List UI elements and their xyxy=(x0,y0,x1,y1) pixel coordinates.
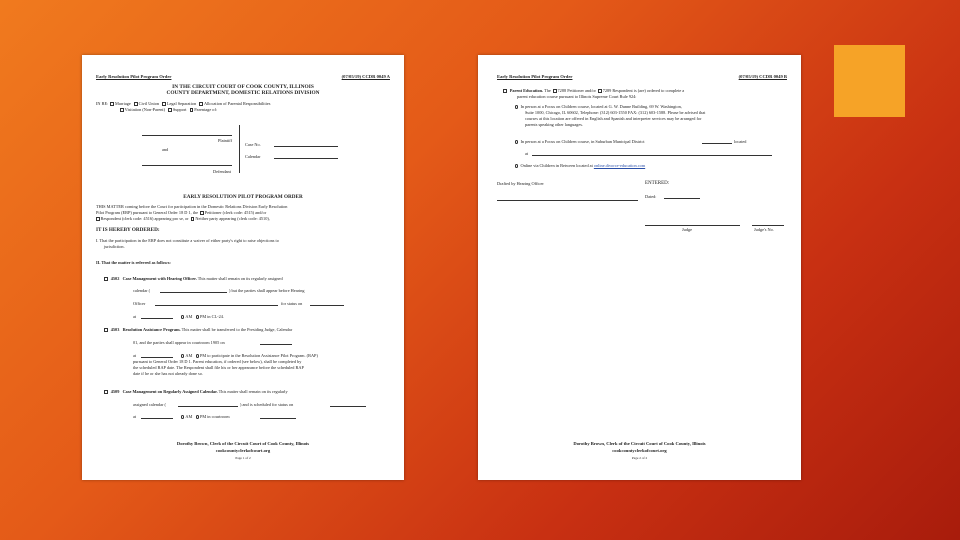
accent-square xyxy=(834,45,905,117)
plaintiff-line[interactable] xyxy=(142,135,232,136)
intro-line-2 xyxy=(96,210,266,215)
radio-pm-4509[interactable] xyxy=(196,415,199,418)
page2-header-right: (07/05/19) CCDR 0049 B xyxy=(738,74,787,79)
page1-header-right: (07/05/19) CCDR 0049 A xyxy=(341,74,390,79)
title-4509: Case Management on Regularly Assigned Calendar. xyxy=(122,389,218,394)
checkbox-7289[interactable] xyxy=(598,89,602,93)
dated-label: Dated: xyxy=(645,194,657,199)
option-4509 xyxy=(104,389,288,394)
code-4503: 4503 xyxy=(110,327,120,332)
radio-am-4509[interactable] xyxy=(181,415,184,418)
document-page-2 xyxy=(478,55,801,480)
pe-petitioner: Petitioner and/or xyxy=(567,88,596,93)
item-2: II. That the matter is referred as follows: xyxy=(96,260,171,265)
o2-located: located xyxy=(734,139,747,144)
online-course-link[interactable]: online.divorce-education.com xyxy=(593,163,646,168)
option-4503 xyxy=(104,327,292,332)
checkbox-support[interactable] xyxy=(168,108,172,112)
case-no-field[interactable] xyxy=(274,146,338,147)
dated-field[interactable] xyxy=(664,198,700,199)
checkbox-visitation[interactable] xyxy=(120,108,124,112)
intro-line-3a: Respondent (clerk code: 4516) appearing pro se, or xyxy=(100,216,189,221)
opt-4503-l2: 01, and the parties shall appear in courtroom 1905 on xyxy=(133,340,225,345)
document-page-1 xyxy=(82,55,404,480)
time-4509-field[interactable] xyxy=(141,418,173,419)
pm-4509-label: PM in courtroom xyxy=(199,414,230,419)
courtroom-4509-field[interactable] xyxy=(260,418,296,419)
opt-4502-l3a: Officer xyxy=(133,301,146,306)
option-civil-union: Civil Union xyxy=(138,101,160,106)
am-4503-label: AM xyxy=(185,353,193,358)
title-4502: Case Management with Hearing Officer. xyxy=(122,276,197,281)
page1-footer-clerk: Dorothy Brown, Clerk of the Circuit Court of Cook County, Illinois xyxy=(176,441,310,446)
o3-l1: Online via Children in Between located at xyxy=(520,163,593,168)
checkbox-4503[interactable] xyxy=(104,328,108,332)
o1-l4: parents speaking other languages. xyxy=(525,122,583,127)
drafted-by-label: Drafted by Hearing Officer xyxy=(497,181,544,186)
calendar-label: Calendar xyxy=(245,154,261,159)
judge-number-label: Judge's No. xyxy=(754,227,774,232)
page1-footer-url: cookcountyclerkofcourt.org xyxy=(215,448,271,453)
radio-pm-4502[interactable] xyxy=(196,315,199,318)
page2-header-left: Early Resolution Pilot Program Order xyxy=(497,74,573,79)
intro-line-3 xyxy=(96,216,270,221)
pe-the: The xyxy=(544,88,551,93)
at-4502: at xyxy=(133,314,137,319)
pm-4502-label: PM in CL-24. xyxy=(199,314,224,319)
plaintiff-label: Plaintiff xyxy=(218,138,233,143)
opt-4509-l2a: assigned calendar ( xyxy=(133,402,166,407)
status-date-4502-field[interactable] xyxy=(310,305,344,306)
opt-4503-l6: date if he or she has not already done so. xyxy=(133,371,203,376)
option-visitation: Visitation (Non-Parent) xyxy=(124,107,166,112)
and-label: and xyxy=(162,147,169,152)
radio-suburban[interactable] xyxy=(515,140,518,143)
court-title: IN THE CIRCUIT COURT OF COOK COUNTY, ILLINOIS xyxy=(172,84,314,90)
o2-at: at xyxy=(525,151,529,156)
hereby-ordered: IT IS HEREBY ORDERED: xyxy=(96,227,160,233)
date-4503-field[interactable] xyxy=(260,344,292,345)
o1-l3: courses at this location are offered in English and Spanish and interpreter services may be arranged for xyxy=(525,116,702,121)
option-marriage: Marriage xyxy=(115,101,131,106)
caption-divider xyxy=(239,125,240,173)
opt-4502-l2a: calendar ( xyxy=(133,288,151,293)
o2-l1: In person at a Focus on Children course, in Suburban Municipal District xyxy=(520,139,645,144)
parent-education-line-1 xyxy=(503,88,684,93)
code-4509: 4509 xyxy=(110,389,120,394)
at-4503: at xyxy=(133,353,137,358)
calendar-4509-field[interactable] xyxy=(178,406,238,407)
judge-signature[interactable] xyxy=(645,225,740,226)
court-division: COUNTY DEPARTMENT, DOMESTIC RELATIONS DIVISION xyxy=(166,90,320,96)
defendant-label: Defendant xyxy=(213,169,231,174)
page2-footer-clerk: Dorothy Brown, Clerk of the Circuit Court of Cook County, Illinois xyxy=(573,441,706,446)
checkbox-neither-party[interactable] xyxy=(191,217,195,221)
course-option-1 xyxy=(515,104,682,109)
intro-line-1: THIS MATTER coming before the Court for participation in the Domestic Relations Division Early Resolution xyxy=(96,204,288,209)
opt-4502-l3b: for status on xyxy=(281,301,303,306)
defendant-line[interactable] xyxy=(142,165,232,166)
option-legal-separation: Legal Separation xyxy=(166,101,197,106)
district-field[interactable] xyxy=(702,143,732,144)
page1-header-left: Early Resolution Pilot Program Order xyxy=(96,74,172,79)
judge-label: Judge xyxy=(682,227,693,232)
radio-am-4502[interactable] xyxy=(181,315,184,318)
hearing-officer-signature[interactable] xyxy=(497,200,638,201)
time-4503-field[interactable] xyxy=(141,357,173,358)
option-4502 xyxy=(104,276,283,281)
entered-label: ENTERED: xyxy=(645,181,670,186)
checkbox-4509[interactable] xyxy=(104,390,108,394)
am-4502-label: AM xyxy=(185,314,193,319)
o1-l1: In person at a Focus on Children course, located at G. W. Dunne Building, 69 W. Washington, xyxy=(520,104,682,109)
checkbox-respondent[interactable] xyxy=(96,217,100,221)
intro-line-2a: Pilot Program (ERP) pursuant to General Order 18 D 1, the xyxy=(96,210,199,215)
radio-pm-4503[interactable] xyxy=(196,354,199,357)
option-allocation: Allocation of Parental Responsibilities xyxy=(203,101,271,106)
time-4502-field[interactable] xyxy=(141,318,173,319)
pe-respondent: Respondent is (are) ordered to complete a xyxy=(612,88,685,93)
course-option-2 xyxy=(515,139,645,144)
hearing-officer-field[interactable] xyxy=(155,305,278,306)
opt-4502-l2b: ) but the parties shall appear before Hearing xyxy=(229,288,305,293)
ampm-4502 xyxy=(181,314,224,319)
order-title: EARLY RESOLUTION PILOT PROGRAM ORDER xyxy=(183,194,303,200)
item-1-line-2: jurisdiction. xyxy=(104,244,125,249)
text-4509: This matter shall remain on its regularly xyxy=(218,389,288,394)
opt-4503-l5: the scheduled RAP date. The Respondent shall file his or her appearance before the scheduled RAP xyxy=(133,365,304,370)
intro-line-2b: Petitioner (clerk code: 4515) and/or xyxy=(204,210,267,215)
ampm-4509 xyxy=(181,414,230,419)
code-7288: 7288 xyxy=(557,88,567,93)
parent-education-line-2: parent education course pursuant to Illinois Supreme Court Rule 924: xyxy=(517,94,637,99)
in-re-row-2 xyxy=(120,107,217,112)
checkbox-allocation[interactable] xyxy=(199,102,203,106)
checkbox-4502[interactable] xyxy=(104,277,108,281)
radio-online[interactable] xyxy=(515,164,518,167)
ampm-4503 xyxy=(181,353,318,358)
checkbox-parent-education[interactable] xyxy=(503,89,507,93)
option-parentage: Parentage of: xyxy=(194,107,218,112)
judge-number-field[interactable] xyxy=(752,225,784,226)
page1-number: Page 1 of 2 xyxy=(235,456,251,460)
radio-dunne-building[interactable] xyxy=(515,105,518,108)
am-4509-label: AM xyxy=(185,414,193,419)
code-7289: 7289 xyxy=(602,88,612,93)
in-re-row xyxy=(96,101,270,106)
at-4509: at xyxy=(133,414,137,419)
course-option-3 xyxy=(515,163,645,168)
status-date-4509-field[interactable] xyxy=(330,406,366,407)
intro-line-3b: Neither party appearing (clerk code: 4510), xyxy=(195,216,270,221)
parent-education-title: Parent Education. xyxy=(509,88,544,93)
checkbox-parentage[interactable] xyxy=(190,108,194,112)
checkbox-legal-separation[interactable] xyxy=(162,102,166,106)
checkbox-7288[interactable] xyxy=(553,89,557,93)
opt-4503-l4: pursuant to General Order 18 D 1. Parent education, if ordered (see below), shall be completed by xyxy=(133,359,302,364)
calendar-field[interactable] xyxy=(274,158,338,159)
calendar-4502-field[interactable] xyxy=(160,292,227,293)
text-4502: This matter shall remain on its regularly assigned xyxy=(197,276,283,281)
o1-l2: Suite 1000, Chicago, IL 60602, Telephone: (312) 603-1550 FAX: (312) 603-1588. Please be advised that xyxy=(525,110,706,115)
suburban-location-field[interactable] xyxy=(532,155,772,156)
pm-4503-text: PM to participate in the Resolution Assistance Pilot Program. (RAP) xyxy=(199,353,318,358)
page2-footer-url: cookcountyclerkofcourt.org xyxy=(612,448,667,453)
title-4503: Resolution Assistance Program. xyxy=(122,327,181,332)
radio-am-4503[interactable] xyxy=(181,354,184,357)
checkbox-petitioner[interactable] xyxy=(200,211,204,215)
option-support: Support xyxy=(172,107,187,112)
item-1-line-1: I. That the participation in the ERP does not constitute a waiver of either party's right to raise objections to xyxy=(96,238,279,243)
in-re-label: IN RE: xyxy=(96,101,109,106)
opt-4509-l2b: ) and is scheduled for status on xyxy=(240,402,294,407)
text-4503: This matter shall be transferred to the Presiding Judge, Calendar xyxy=(181,327,293,332)
checkbox-marriage[interactable] xyxy=(110,102,114,106)
case-no-label: Case No. xyxy=(245,142,261,147)
checkbox-civil-union[interactable] xyxy=(134,102,138,106)
code-4502: 4502 xyxy=(110,276,120,281)
page2-number: Page 2 of 2 xyxy=(631,456,648,460)
